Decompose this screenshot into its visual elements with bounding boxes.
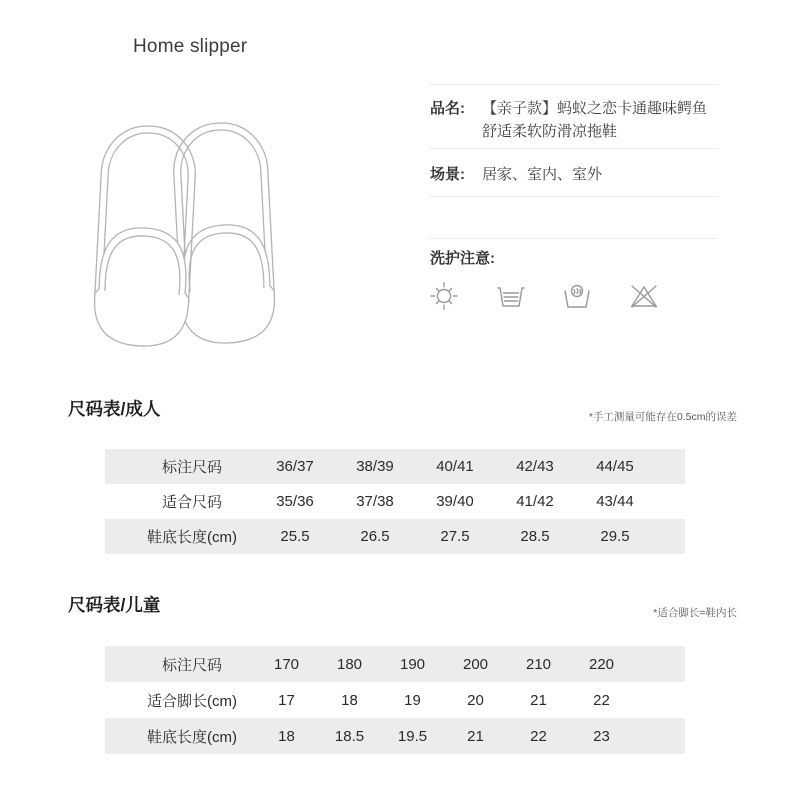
slipper-illustration (55, 86, 375, 386)
divider (430, 148, 718, 149)
divider (430, 196, 718, 197)
row-label: 鞋底长度(cm) (147, 728, 237, 746)
table-cell: 22 (530, 727, 547, 745)
child-size-chart-title: 尺码表/儿童 (68, 595, 161, 615)
care-label: 洗护注意: (430, 250, 495, 267)
table-cell: 41/42 (516, 493, 554, 510)
table-cell: 20 (467, 691, 484, 709)
table-cell: 29.5 (600, 528, 630, 545)
table-cell: 19.5 (397, 727, 428, 745)
no-bleach-icon (628, 280, 660, 312)
row-label: 适合尺码 (161, 494, 222, 511)
table-cell: 18 (341, 691, 358, 709)
product-name-value: 【亲子款】蚂蚁之恋卡通趣味鳄鱼舒适柔软防滑凉拖鞋 (482, 100, 708, 140)
row-label: 标注尺码 (161, 656, 222, 674)
child-size-chart-note: *适合脚长=鞋内长 (653, 607, 737, 619)
table-cell: 27.5 (440, 528, 470, 545)
hand-wash-icon (561, 280, 593, 312)
child-size-table (105, 646, 685, 754)
table-cell: 210 (525, 655, 552, 673)
table-cell: 180 (336, 655, 363, 673)
table-cell: 28.5 (520, 528, 550, 545)
table-cell: 21 (467, 727, 484, 745)
table-cell: 38/39 (356, 458, 394, 475)
table-cell: 35/36 (276, 493, 314, 510)
table-cell: 170 (273, 655, 300, 673)
row-label: 适合脚长(cm) (147, 692, 237, 710)
divider (430, 84, 718, 85)
adult-size-chart-title: 尺码表/成人 (68, 399, 161, 419)
table-cell: 43/44 (596, 493, 634, 510)
table-row (105, 682, 685, 718)
table-row (105, 519, 685, 554)
divider (430, 238, 718, 239)
table-cell: 17 (278, 691, 295, 709)
adult-size-chart-note: *手工测量可能存在0.5cm的误差 (588, 411, 737, 423)
row-label: 鞋底长度(cm) (147, 529, 237, 546)
table-cell: 25.5 (280, 528, 310, 545)
scene-label: 场景: (430, 166, 465, 183)
table-row (105, 484, 685, 519)
adult-size-table (105, 449, 685, 554)
table-cell: 21 (530, 691, 547, 709)
table-cell: 26.5 (360, 528, 390, 545)
product-name-label: 品名: (430, 100, 465, 117)
table-cell: 18 (278, 727, 295, 745)
page-title: Home slipper (133, 36, 248, 57)
table-cell: 190 (399, 655, 426, 673)
table-cell: 40/41 (436, 458, 474, 475)
table-cell: 39/40 (436, 493, 474, 510)
table-cell: 18.5 (334, 727, 365, 745)
water-wash-icon (495, 280, 527, 312)
table-row (105, 718, 685, 754)
table-cell: 23 (593, 727, 610, 745)
scene-row (430, 163, 720, 186)
table-cell: 19 (404, 691, 421, 709)
sun-dry-icon (428, 280, 460, 312)
table-cell: 200 (462, 655, 489, 673)
scene-value: 居家、室内、室外 (482, 166, 603, 183)
table-row (105, 449, 685, 484)
table-cell: 220 (588, 655, 615, 673)
product-name-row (430, 97, 720, 143)
table-cell: 37/38 (356, 493, 394, 510)
table-cell: 44/45 (596, 458, 634, 475)
table-cell: 36/37 (276, 458, 314, 475)
table-cell: 42/43 (516, 458, 554, 475)
table-cell: 22 (593, 691, 610, 709)
table-row (105, 646, 685, 682)
care-icons-row (428, 280, 660, 312)
row-label: 标注尺码 (161, 459, 222, 476)
